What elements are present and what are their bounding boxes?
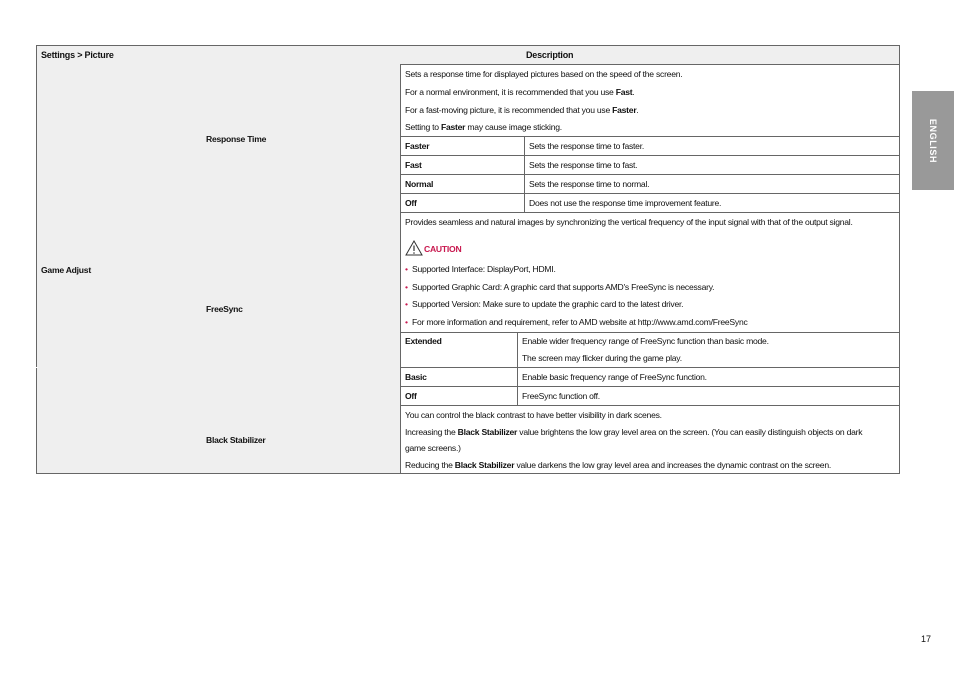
rt-desc-line: Setting to Faster may cause image sticking. [405, 122, 562, 132]
fs-option-desc: FreeSync function off. [522, 391, 600, 401]
rt-desc-line: For a fast-moving picture, it is recommended that you use Faster. [405, 105, 639, 115]
fs-row-off [400, 386, 900, 406]
fs-option-name: Off [405, 391, 417, 401]
rt-option-name: Fast [405, 160, 422, 170]
rt-option-name: Normal [405, 179, 434, 189]
fs-option-desc: The screen may flicker during the game play. [522, 353, 682, 363]
bs-desc-line: You can control the black contrast to have better visibility in dark scenes. [405, 410, 662, 420]
rt-row-faster [400, 136, 900, 156]
rt-desc-line: For a normal environment, it is recommended that you use Fast. [405, 87, 635, 97]
caution-label: CAUTION [424, 244, 462, 254]
language-tab [912, 91, 954, 190]
rt-row-fast [400, 155, 900, 175]
freesync-bullet: • Supported Version: Make sure to update the graphic card to the latest driver. [405, 299, 684, 309]
freesync-desc: Provides seamless and natural images by synchronizing the vertical frequency of the input signal with that of the output signal. [405, 217, 853, 227]
language-tab-label: ENGLISH [928, 118, 938, 163]
fs-option-name: Extended [405, 336, 442, 346]
rt-option-desc: Does not use the response time improvement feature. [529, 198, 722, 208]
header-settings-label: Settings > Picture [41, 50, 114, 60]
rt-option-name: Off [405, 198, 417, 208]
rt-row-normal [400, 174, 900, 194]
fs-option-desc: Enable wider frequency range of FreeSync function than basic mode. [522, 336, 769, 346]
header-description-label: Description [526, 50, 574, 60]
response-time-label: Response Time [206, 134, 267, 144]
freesync-bullet: • For more information and requirement, refer to AMD website at http://www.amd.com/FreeSync [405, 317, 748, 327]
black-stabilizer-label: Black Stabilizer [206, 435, 266, 445]
page-number: 17 [921, 634, 932, 644]
game-adjust-label: Game Adjust [41, 265, 91, 275]
rt-option-divider [524, 136, 525, 213]
rt-option-desc: Sets the response time to normal. [529, 179, 650, 189]
game-adjust-gap [36, 367, 38, 368]
fs-option-divider [517, 332, 518, 406]
rt-option-desc: Sets the response time to fast. [529, 160, 638, 170]
caution-icon [405, 240, 423, 256]
bs-desc-line: game screens.) [405, 443, 461, 453]
rt-option-desc: Sets the response time to faster. [529, 141, 644, 151]
fs-option-desc: Enable basic frequency range of FreeSync function. [522, 372, 707, 382]
bs-desc-line: Increasing the Black Stabilizer value brightens the low gray level area on the screen. (You can easily distinguish objects on dark [405, 427, 863, 437]
bs-desc-line: Reducing the Black Stabilizer value darkens the low gray level area and increases the dynamic contrast on the screen. [405, 460, 831, 470]
rt-desc-line: Sets a response time for displayed pictures based on the speed of the screen. [405, 69, 683, 79]
fs-option-name: Basic [405, 372, 427, 382]
freesync-label: FreeSync [206, 304, 243, 314]
rt-option-name: Faster [405, 141, 430, 151]
freesync-bullet: • Supported Graphic Card: A graphic card that supports AMD's FreeSync is necessary. [405, 282, 715, 292]
freesync-bullet: • Supported Interface: DisplayPort, HDMI. [405, 264, 556, 274]
